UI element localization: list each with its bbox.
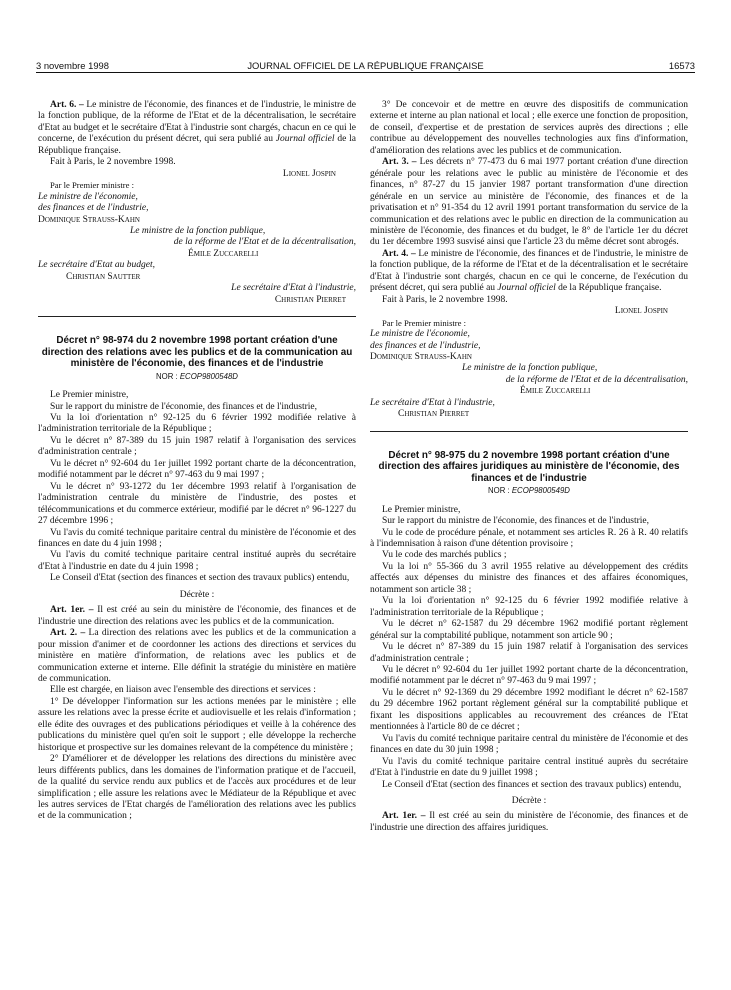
visa-2-11: Vu l'avis du comité technique paritaire central du ministère de l'économie et des finances en date du 30 juin 1998 ; bbox=[370, 733, 688, 756]
article-6 bbox=[38, 100, 356, 157]
visa-7: Vu l'avis du comité technique paritaire central du ministère de l'économie et des finances en date du 4 juin 1998 ; bbox=[38, 527, 356, 549]
se-industry-title: Le secrétaire d'Etat à l'industrie, bbox=[231, 283, 356, 294]
decrete: Décrète : bbox=[179, 589, 215, 600]
article-6-label: Art. 6. – bbox=[50, 100, 84, 110]
decrete-2: Décrète : bbox=[511, 795, 547, 806]
header-journal-title: JOURNAL OFFICIEL DE LA RÉPUBLIQUE FRANÇAISE bbox=[247, 60, 484, 71]
header-page-number: 16573 bbox=[668, 60, 695, 71]
signature-pm: Lionel Jospin bbox=[282, 168, 336, 179]
visa-2-13: Le Conseil d'Etat (section des finances et section des travaux publics) entendu, bbox=[382, 779, 682, 790]
visa-2: Sur le rapport du ministre de l'économie, des finances et de l'industrie, bbox=[50, 401, 317, 412]
fait-a-paris-2: Fait à Paris, le 2 novembre 1998. bbox=[382, 294, 508, 305]
minister-eco-title-1: Le ministre de l'économie, bbox=[38, 191, 138, 202]
fait-a-paris: Fait à Paris, le 2 novembre 1998. bbox=[50, 157, 176, 168]
minister-eco-title-2: des finances et de l'industrie, bbox=[38, 203, 149, 214]
minister-eco-name: Dominique Strauss-Kahn bbox=[38, 214, 140, 225]
article-4 bbox=[370, 249, 688, 295]
minister-eco-title-1b: Le ministre de l'économie, bbox=[370, 329, 470, 340]
decree-title: Décret n° 98-974 du 2 novembre 1998 portant création d'une direction des relations avec les publics et de la communication au ministère de l'économie, des finances et de l'industrie bbox=[41, 335, 353, 370]
article-4-text: Le ministre de l'économie, des finances et de l'industrie, le ministre de la fonction publique, de la réforme de l'Etat et de la décentralisation et le secrétaire d'Etat à l'industrie sont chargés, chacun en ce qui le concerne, de l'exécution du présent décret, qui sera publié au bbox=[370, 248, 688, 294]
article-3-text: Les décrets n° 77-473 du 6 mai 1977 portant création d'une direction générale pour les relations avec le public au ministère de l'économie et des finances, n° 87-27 du 15 janvier 1987 portant transformation d'une direction générale en un service au ministère de l'économie, des finances et de la privatisation et n° 91-354 du 12 avril 1991 portant transformation du service de la communication et des relations avec le public en direction de la communication au ministère de l'économie, des finances et du budget, le 8° de l'article 1er du décret du 1er décembre 1993 susvisé ainsi que l'article 23 du même décret sont abrogés. bbox=[370, 157, 688, 248]
nor-reference bbox=[38, 371, 356, 382]
visa-2-7: Vu le décret n° 62-1587 du 29 décembre 1962 modifié portant règlement général sur la comptabilité publique, notamment son article 90 ; bbox=[370, 619, 688, 641]
nor-code: ECOP9800548D bbox=[179, 371, 238, 381]
article-6-jo: Journal officiel bbox=[275, 134, 335, 145]
minister-fp-title-1b: Le ministre de la fonction publique, bbox=[462, 363, 598, 374]
article-1-text: Il est créé au sein du ministère de l'économie, des finances et de l'industrie une direction des relations avec les publics et de la communication. bbox=[38, 605, 357, 627]
signature-pm-2: Lionel Jospin bbox=[614, 306, 668, 317]
right-column bbox=[370, 100, 688, 834]
article-2-label: Art. 2. – bbox=[50, 628, 86, 639]
nor-label-2: NOR : bbox=[488, 486, 512, 496]
visa-2-2: Sur le rapport du ministre de l'économie, des finances et de l'industrie, bbox=[382, 516, 649, 527]
minister-eco-name-2: Dominique Strauss-Kahn bbox=[370, 351, 472, 362]
article-4-end: de la République française. bbox=[555, 283, 662, 294]
decree-title-2: Décret n° 98-975 du 2 novembre 1998 portant création d'une direction des affaires juridiques au ministère de l'économie, des finances et de l'industrie bbox=[378, 449, 680, 484]
se-industry-name-2: Christian Pierret bbox=[398, 409, 470, 420]
par-premier-ministre: Par le Premier ministre : bbox=[50, 180, 135, 191]
nor-label: NOR : bbox=[156, 371, 180, 381]
article-1 bbox=[38, 605, 356, 628]
article-1-b-text: Il est créé au sein du ministère de l'économie, des finances et de l'industrie une direction des affaires juridiques. bbox=[370, 811, 689, 833]
visa-9: Le Conseil d'Etat (section des finances et section des travaux publics) entendu, bbox=[50, 573, 350, 584]
article-6-end: de la République française. bbox=[38, 134, 357, 156]
nor-reference-2 bbox=[370, 485, 688, 496]
article-2-para-3: 1° De développer l'information sur les actions menées par le ministère ; elle assure les relations avec la presse écrite et audiovisuelle et les relais d'information ; elle édite des ouvrages et des publications périodiques et veille à la cohérence des publications du ministère quel qu'en soit le support ; elle développe la recherche historique et prospective sur les domaines relevant de la compétence du ministère ; bbox=[38, 696, 356, 753]
visa-5: Vu le décret n° 92-604 du 1er juillet 1992 portant charte de la déconcentration, modifié notamment par le décret n° 97-463 du 9 mai 1997 ; bbox=[38, 458, 356, 481]
visa-2-9: Vu le décret n° 92-604 du 1er juillet 1992 portant charte de la déconcentration, modifié notamment par le décret n° 97-463 du 9 mai 1997 ; bbox=[370, 664, 688, 687]
visa-2-3: Vu le code de procédure pénale, et notamment ses articles R. 26 à R. 40 relatifs à l'indemnisation à raison d'une détention provisoire ; bbox=[370, 527, 688, 549]
se-budget-title: Le secrétaire d'Etat au budget, bbox=[38, 260, 155, 271]
article-4-label: Art. 4. – bbox=[382, 248, 416, 259]
visa-3: Vu la loi d'orientation n° 92-125 du 6 février 1992 modifiée relative à l'administration territoriale de la République ; bbox=[38, 413, 356, 435]
minister-fp-name: Émile Zuccarelli bbox=[188, 248, 259, 259]
se-industry-title-2: Le secrétaire d'Etat à l'industrie, bbox=[370, 397, 495, 408]
article-2-para-5: 3° De concevoir et de mettre en œuvre des dispositifs de communication externe et interne au plan national et local ; elle exerce une fonction de proposition, de conseil, d'expertise et de prestation de services auprès des directions ; elle contribue au développement des nouvelles technologies aux fins d'information, d'amélioration des relations avec les publics et de communication. bbox=[370, 100, 688, 156]
minister-fp-title-2b: de la réforme de l'Etat et de la décentralisation, bbox=[505, 374, 688, 385]
minister-eco-title-2b: des finances et de l'industrie, bbox=[370, 340, 481, 351]
visa-2-6: Vu la loi d'orientation n° 92-125 du 6 février 1992 modifiée relative à l'administration territoriale de la République ; bbox=[370, 596, 688, 618]
se-budget-name: Christian Sautter bbox=[66, 271, 141, 282]
visa-2-8: Vu le décret n° 87-389 du 15 juin 1987 relatif à l'organisation des services d'administration centrale ; bbox=[370, 642, 688, 664]
header-date: 3 novembre 1998 bbox=[36, 60, 109, 71]
article-3-label: Art. 3. – bbox=[382, 157, 417, 168]
nor-code-2: ECOP9800549D bbox=[511, 486, 570, 496]
article-2-para-4: 2° D'améliorer et de développer les relations des directions du ministère avec leurs différents publics, dans les domaines de l'information pratique et de l'accueil, de la qualité du service rendu aux publics et de l'accès aux procédures et de leur simplification ; elle assure les relations avec le Médiateur de la République et avec les autres services de l'Etat chargés de l'amélioration des relations avec les publics et de la communication ; bbox=[38, 754, 356, 822]
section-separator-2 bbox=[370, 431, 688, 432]
article-6-text: Le ministre de l'économie, des finances et de l'industrie, le ministre de la fonction publique, de la réforme de l'Etat et de la décentralisation, le secrétaire d'Etat au budget et le secrétaire d'Etat à l'industrie sont chargés, chacun en ce qui le concerne, de l'exécution du présent décret, qui sera publié au bbox=[38, 100, 356, 145]
article-2 bbox=[38, 628, 356, 685]
minister-fp-title-1: Le ministre de la fonction publique, bbox=[130, 225, 266, 236]
visa-8: Vu l'avis du comité technique paritaire central institué auprès du secrétaire d'Etat à l'industrie en date du 4 juin 1998 ; bbox=[38, 550, 356, 572]
left-column bbox=[38, 100, 356, 823]
par-premier-ministre-2: Par le Premier ministre : bbox=[382, 317, 467, 328]
visa-2-12: Vu l'avis du comité technique paritaire central institué auprès du secrétaire d'Etat à l'industrie en date du 9 juillet 1998 ; bbox=[370, 756, 688, 779]
article-4-jo: Journal officiel bbox=[497, 283, 556, 294]
article-2-para-2: Elle est chargée, en liaison avec l'ensemble des directions et services : bbox=[50, 685, 316, 696]
visa-4: Vu le décret n° 87-389 du 15 juin 1987 relatif à l'organisation des services d'administration centrale ; bbox=[38, 435, 356, 458]
article-1-label: Art. 1er. – bbox=[50, 605, 94, 616]
article-1-b-label: Art. 1er. – bbox=[382, 811, 426, 822]
article-1-b bbox=[370, 811, 688, 834]
article-2-text: La direction des relations avec les publics et de la communication a pour mission d'animer et de coordonner les actions des directions et services du ministère en matière d'information, de relations avec les publics et de communication externe et interne. Elle définit la stratégie du ministère en matière de communication. bbox=[38, 628, 356, 684]
visa-2-10: Vu le décret n° 92-1369 du 29 décembre 1992 modifiant le décret n° 62-1587 du 29 décembre 1962 portant règlement général sur la comptabilité publique et fixant les dispositions applicables au recouvrement des créances de l'Etat mentionnées à l'article 80 de ce décret ; bbox=[370, 687, 688, 733]
visa-2-5: Vu la loi n° 55-366 du 3 avril 1955 relative au développement des crédits affectés aux dépenses du ministre des finances et des affaires économiques, notamment son article 38 ; bbox=[370, 561, 688, 595]
section-separator bbox=[38, 316, 356, 317]
header-rule bbox=[36, 72, 695, 73]
visa-6: Vu le décret n° 93-1272 du 1er décembre 1993 relatif à l'organisation de l'administration centrale du ministère de l'industrie, des postes et télécommunications et du commerce extérieur, modifié par le décret n° 96-1227 du 27 décembre 1996 ; bbox=[38, 481, 356, 527]
se-industry-name: Christian Pierret bbox=[274, 294, 346, 305]
page-header bbox=[36, 60, 695, 72]
article-3 bbox=[370, 157, 688, 249]
visa-2-1: Le Premier ministre, bbox=[382, 504, 461, 515]
visa-1: Le Premier ministre, bbox=[50, 390, 129, 401]
minister-fp-title-2: de la réforme de l'Etat et de la décentralisation, bbox=[173, 237, 356, 248]
visa-2-4: Vu le code des marchés publics ; bbox=[382, 550, 507, 561]
minister-fp-name-2: Émile Zuccarelli bbox=[520, 386, 591, 397]
